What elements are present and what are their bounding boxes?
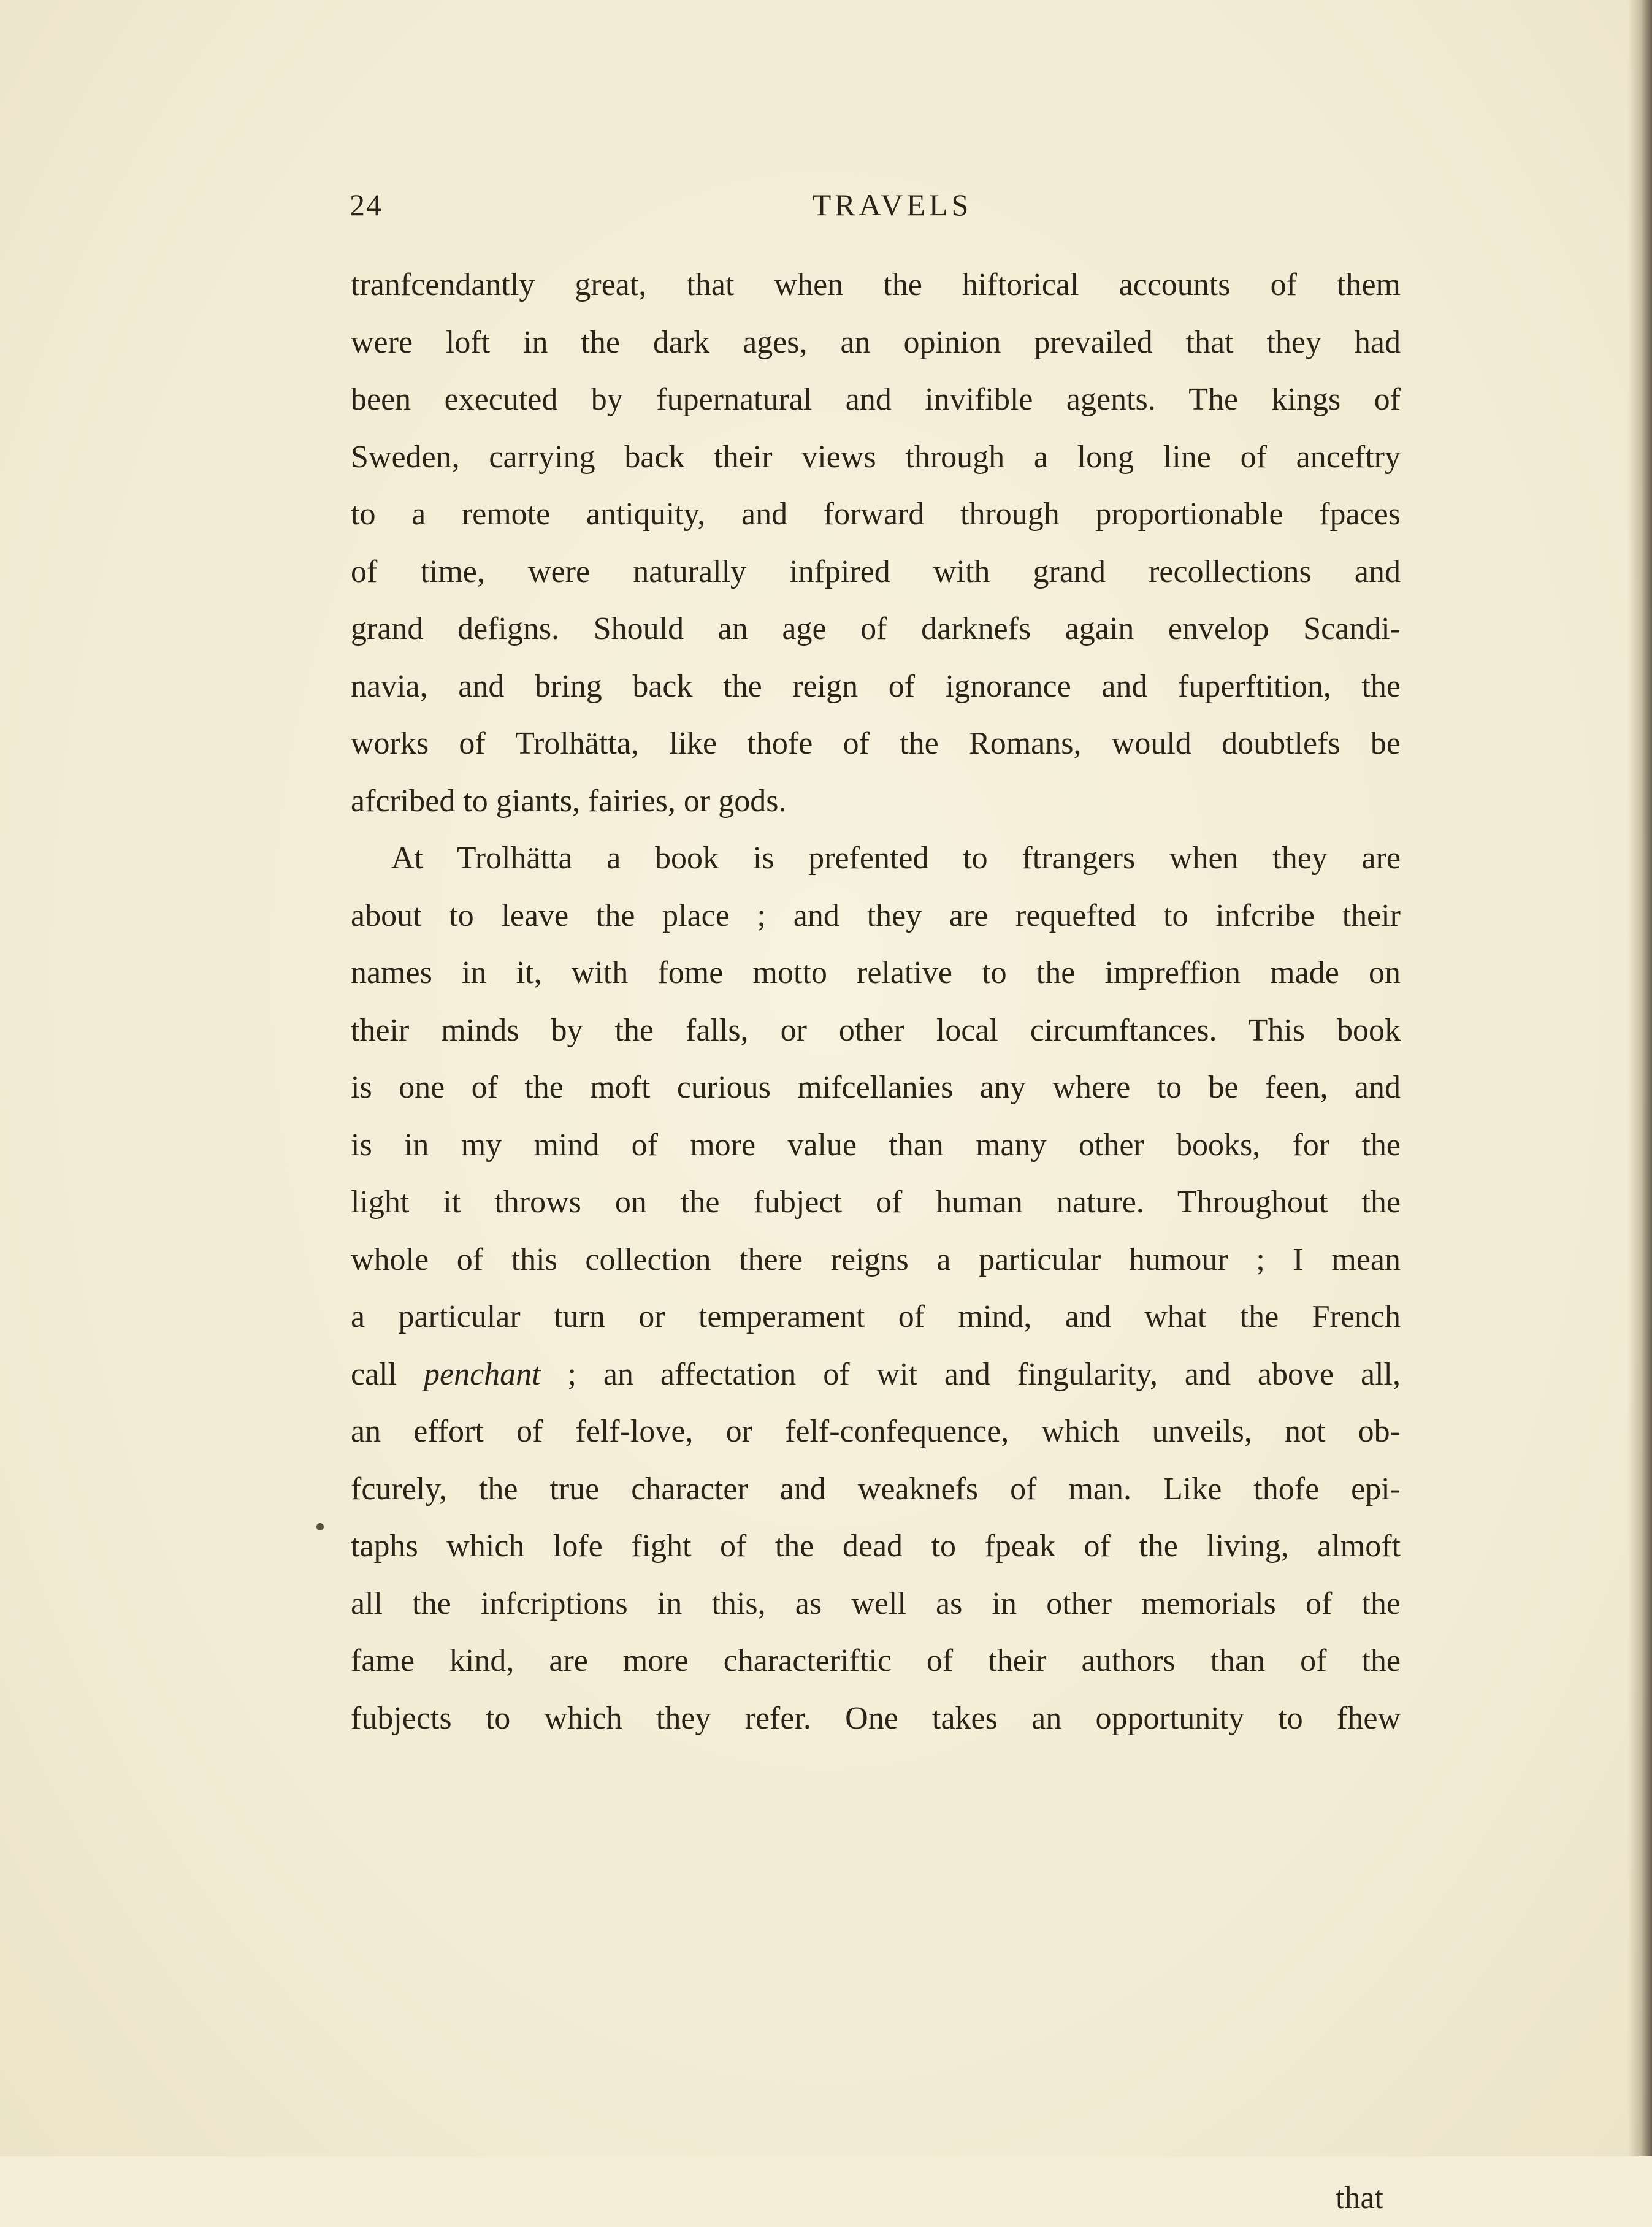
ink-spot xyxy=(316,1523,324,1530)
text-line: all the infcriptions in this, as well as in other memorials of the xyxy=(351,1586,1401,1621)
text-line: Sweden, carrying back their views through a long line of anceftry xyxy=(351,439,1401,475)
text-line: taphs which lofe fight of the dead to fpeak of the living, almoft xyxy=(351,1529,1401,1564)
text-line: their minds by the falls, or other local circumftances. This book xyxy=(351,1012,1401,1048)
text-line: to a remote antiquity, and forward through proportionable fpaces xyxy=(351,497,1401,532)
text-line: fame kind, are more characteriftic of their authors than of the xyxy=(351,1643,1401,1678)
text-line: At Trolhätta a book is prefented to ftrangers when they are xyxy=(391,841,1401,876)
text-line: a particular turn or temperament of mind, and what the French xyxy=(351,1299,1401,1334)
text-line: fubjects to which they refer. One takes an opportunity to fhew xyxy=(351,1700,1401,1736)
text-line: were loft in the dark ages, an opinion prevailed that they had xyxy=(351,324,1401,360)
text-line: of time, were naturally infpired with grand recollections and xyxy=(351,554,1401,589)
text-line: been executed by fupernatural and invifible agents. The kings of xyxy=(351,382,1401,417)
running-title: TRAVELS xyxy=(812,188,973,222)
text-line: light it throws on the fubject of human nature. Throughout the xyxy=(351,1185,1401,1220)
text-line-with-italic xyxy=(351,1346,1401,1404)
text-line: an effort of felf-love, or felf-confequence, which unveils, not ob- xyxy=(351,1414,1401,1449)
page-edge-shadow xyxy=(1627,0,1652,2156)
text-line: whole of this collection there reigns a particular humour ; I mean xyxy=(351,1242,1401,1277)
catchword: that xyxy=(1336,2180,1383,2215)
text-segment: call xyxy=(351,1356,424,1392)
text-line: is in my mind of more value than many other books, for the xyxy=(351,1127,1401,1163)
italic-word: penchant xyxy=(424,1356,541,1392)
text-line: tranfcendantly great, that when the hiftorical accounts of them xyxy=(351,267,1401,302)
body-text xyxy=(351,256,1401,1747)
text-segment: ; an affectation of wit and fingularity, and above all, xyxy=(540,1356,1401,1392)
text-line: works of Trolhätta, like thofe of the Romans, would doubtlefs be xyxy=(351,726,1401,761)
text-line: fcurely, the true character and weaknefs of man. Like thofe epi- xyxy=(351,1471,1401,1507)
text-line: names in it, with fome motto relative to the impreffion made on xyxy=(351,955,1401,990)
text-line: grand defigns. Should an age of darknefs again envelop Scandi- xyxy=(351,611,1401,646)
text-line: is one of the moft curious mifcellanies any where to be feen, and xyxy=(351,1070,1401,1105)
running-head xyxy=(350,187,1398,230)
page-number: 24 xyxy=(350,188,383,222)
text-line: about to leave the place ; and they are requefted to infcribe their xyxy=(351,898,1401,933)
text-line: navia, and bring back the reign of ignorance and fuperftition, the xyxy=(351,668,1401,704)
text-line: afcribed to giants, fairies, or gods. xyxy=(351,783,787,819)
